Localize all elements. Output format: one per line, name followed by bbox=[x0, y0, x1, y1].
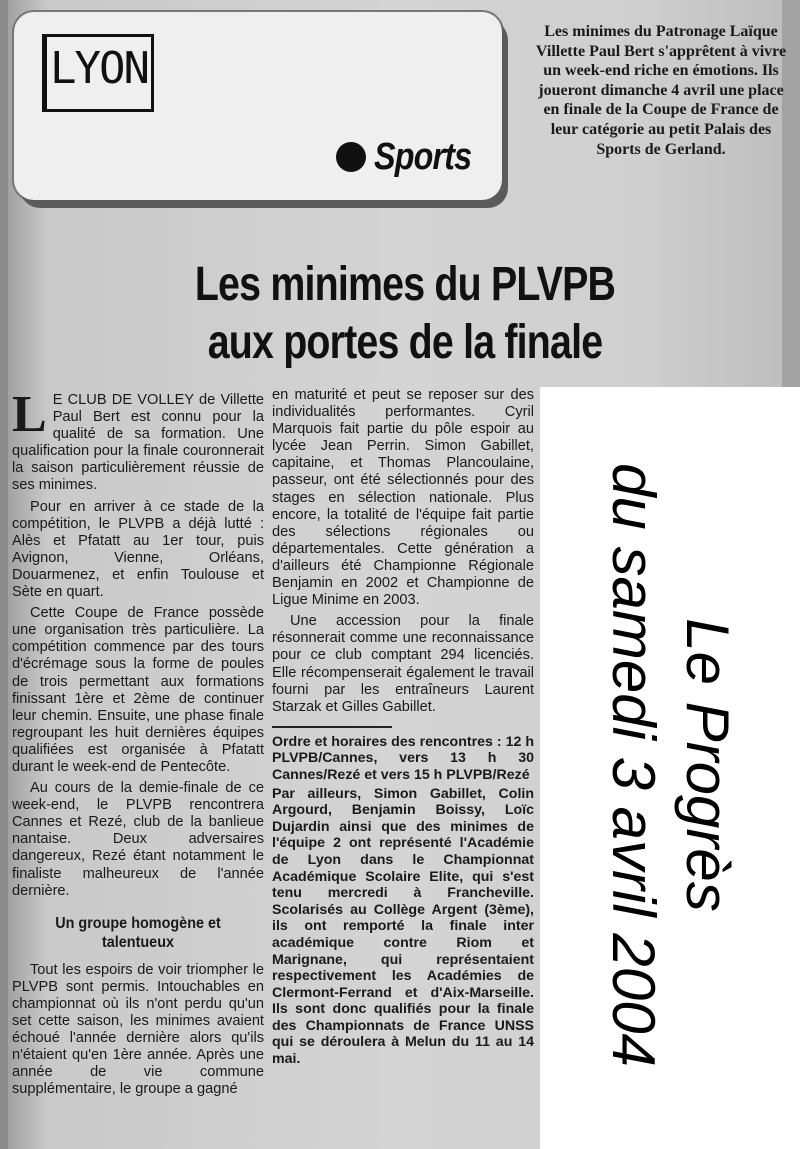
page-edge-left bbox=[0, 0, 8, 1149]
paragraph: Une accession pour la finale résonnerait comme une reconnaissance pour ce club comptant 294 licenciés. Elle récompenserait également le travail fourni par les entraîneurs Laurent Starzak et Gilles Gabillet. bbox=[272, 613, 534, 715]
schedule-text: Ordre et horaires des rencontres : 12 h PLVPB/Cannes, vers 13 h 30 Cannes/Rezé et vers 15 h PLVPB/Rezé bbox=[272, 733, 534, 783]
extra-text: Par ailleurs, Simon Gabillet, Colin Argourd, Benjamin Boissy, Loïc Dujardin ainsi que des minimes de l'équipe 2 ont représenté l'Académie de Lyon dans le Championnat Académique Scolaire Elite, qui s'est tenu mercredi à Francheville. Scolarisés au Collège Argent (3ème), ils ont remporté la finale inter académique contre Riom et Marignane, qui représentaient respectivement les Académies de Clermont-Ferrand et d'Aix-Marseille. Ils sont donc qualifiés pour la finale des Championnats de France UNSS qui se déroulera à Melun du 11 au 14 mai. bbox=[272, 785, 534, 1068]
divider bbox=[272, 726, 392, 728]
section-label: Sports bbox=[374, 136, 472, 178]
paragraph: E CLUB DE VOLLEY de Villette Paul Bert est connu pour la qualité de sa formation. Une qualification pour la finale couronnerait la saison particulièrement réussie de ses minimes. bbox=[12, 392, 264, 494]
paragraph: Pour en arriver à ce stade de la compétition, le PLVPB a déjà lutté : Alès et Pfatatt au 1er tour, puis Avignon, Vienne, Orléans, Douarmenez, et enfin Toulouse et Sète en quart. bbox=[12, 498, 264, 601]
drop-cap: L bbox=[12, 386, 47, 443]
subheading: Un groupe homogène et talentueux bbox=[55, 914, 221, 951]
bullet-icon bbox=[336, 142, 366, 172]
headline-line-1: Les minimes du PLVPB bbox=[194, 258, 616, 311]
source-caption bbox=[596, 385, 744, 1145]
paragraph: Au cours de la demie-finale de ce week-end, le PLVPB rencontrera Cannes et Rezé, club de la banlieue nantaise. Deux adversaires dangereux, Rezé étant notamment le finaliste malheureux de l'année dernière. bbox=[12, 780, 264, 899]
headline-line-2: aux portes de la finale bbox=[207, 316, 603, 369]
city-label: LYON bbox=[42, 34, 154, 112]
article-column-1 bbox=[12, 386, 264, 1098]
section-banner bbox=[14, 12, 502, 200]
source-date: du samedi 3 avril 2004 bbox=[600, 463, 667, 1067]
paragraph: en maturité et peut se reposer sur des individualités performantes. Cyril Marquois fait partie du pôle espoir au lycée Jean Perrin. Simon Gabillet, capitaine, et Thomas Plancoulaine, passeur, ont été sélectionnés pour des stages en sélection nationale. Plus encore, la totalité de l'équipe fait partie des sélections régionales ou départementales. Cette génération a d'ailleurs été Championne Régionale Benjamin en 2002 et Championne de Ligue Minime en 2003. bbox=[272, 387, 534, 609]
headline bbox=[171, 256, 638, 372]
paragraph: Cette Coupe de France possède une organisation très particulière. La compétition commence par des tours d'écrémage sous la forme de poules de trois permettant aux formations finissant 1ère et 2ème de continuer leur chemin. Ensuite, une phase finale regroupant les huit dernières équipes qualifiées est organisée à Pfatatt durant le week-end de Pentecôte. bbox=[12, 605, 264, 775]
source-publication: Le Progrès bbox=[674, 618, 741, 912]
article-column-2 bbox=[272, 387, 534, 1068]
paragraph: Tout les espoirs de voir triompher le PLVPB sont permis. Intouchables en championnat où ils n'ont perdu qu'un set cette saison, les minimes avaient échoué l'année dernière alors qu'ils n'étaient qu'en 1ère année. Après une année de vie commune supplémentaire, le groupe a gagné bbox=[12, 961, 264, 1098]
intro-text: Les minimes du Patronage Laïque Villette Paul Bert s'apprêtent à vivre un week-end riche en émotions. Ils joueront dimanche 4 avril une place en finale de la Coupe de France de leur catégorie au petit Palais des Sports de Gerland. bbox=[535, 23, 787, 158]
